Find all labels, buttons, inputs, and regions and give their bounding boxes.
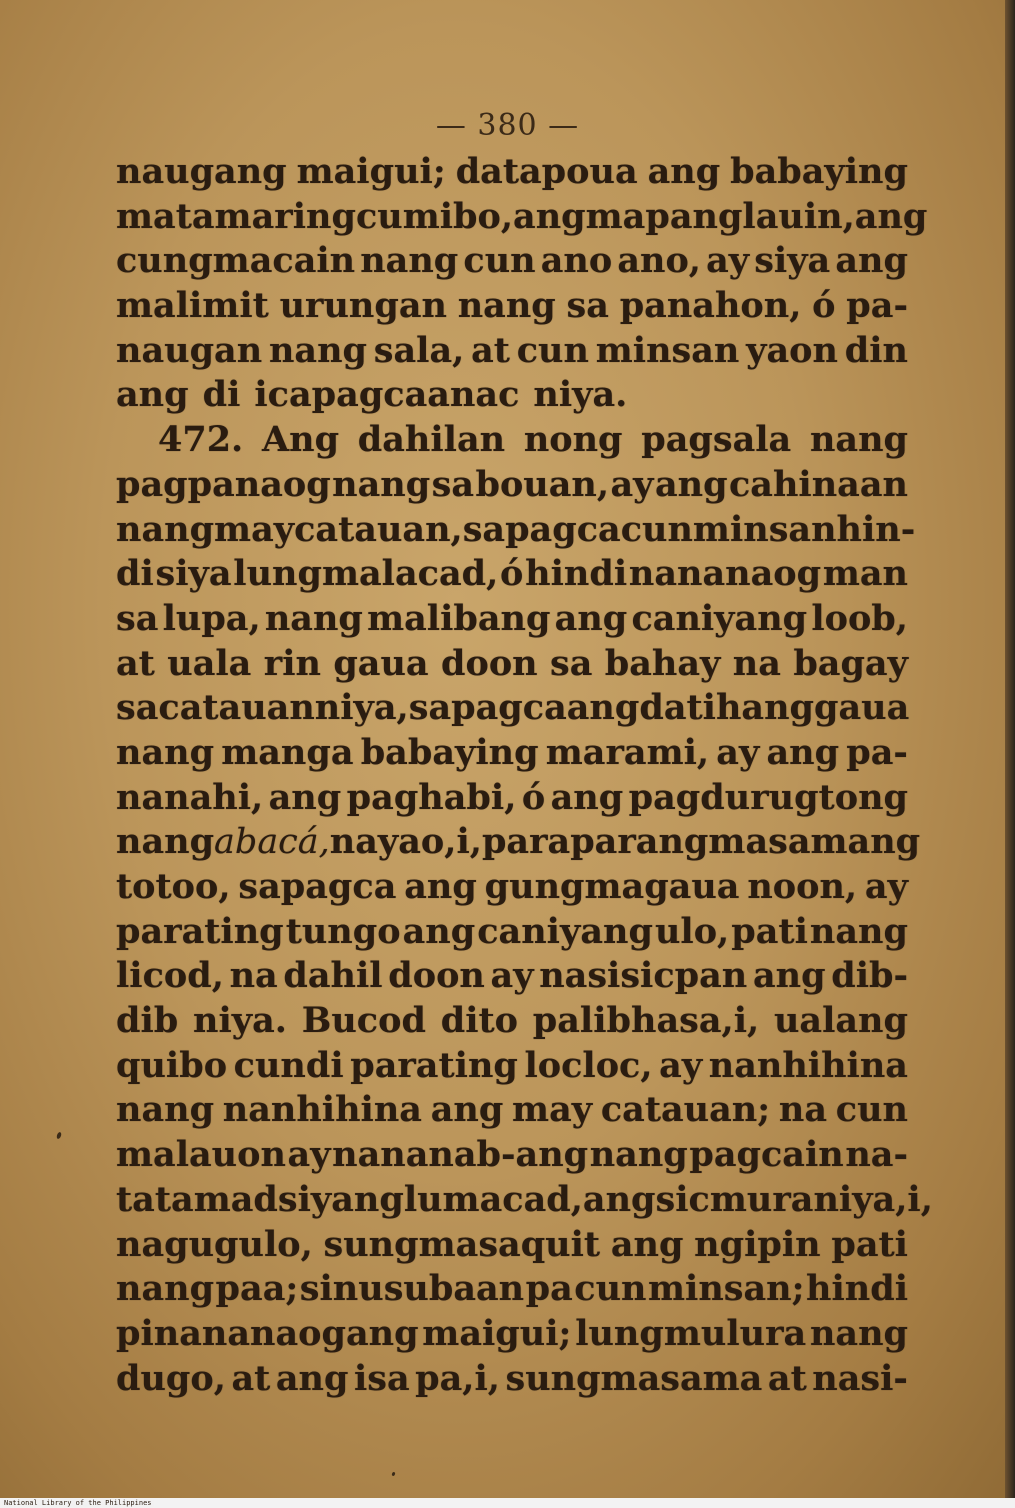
- word: parating: [350, 1044, 518, 1086]
- text-line: [116, 1312, 908, 1357]
- word: din: [844, 329, 908, 371]
- word: dugo,: [116, 1357, 226, 1399]
- word: catauan: [158, 687, 315, 729]
- word: pa: [525, 1268, 573, 1310]
- word: babaying: [360, 731, 539, 773]
- text-line: [116, 597, 908, 642]
- word: ay: [864, 866, 908, 907]
- word: palibhasa,i,: [532, 1000, 760, 1042]
- word: sinusubaan: [299, 1268, 525, 1310]
- word: ulo,: [654, 910, 730, 952]
- word: bahay: [604, 642, 721, 684]
- word: sapagca: [408, 687, 567, 729]
- word: matamaring: [116, 195, 356, 237]
- word: ay: [706, 240, 750, 282]
- text-line: [116, 150, 908, 195]
- word: ang: [835, 240, 908, 282]
- word: totoo,: [116, 866, 231, 907]
- word: dib-: [831, 955, 908, 997]
- word: doon: [388, 955, 485, 997]
- word: nanhihina: [708, 1044, 908, 1086]
- word: parating: [116, 910, 284, 952]
- word: locloc,: [524, 1044, 653, 1086]
- word: ay: [287, 1134, 331, 1176]
- word: at: [231, 1357, 271, 1399]
- text-line: [116, 686, 908, 731]
- word: ano: [540, 240, 613, 282]
- text-line: [116, 239, 908, 284]
- word: nong: [523, 419, 623, 461]
- word: panahon,: [619, 285, 802, 327]
- word: ang: [654, 463, 728, 505]
- word: na: [229, 955, 278, 997]
- word: loob,: [811, 597, 908, 639]
- word: paraparang: [481, 821, 709, 863]
- word: niya.: [533, 374, 628, 416]
- text-line: [116, 1267, 908, 1312]
- word: gungmagaua: [484, 866, 740, 907]
- text-line: [116, 463, 908, 508]
- word: ang: [752, 955, 826, 997]
- word: niya,i,: [813, 1178, 933, 1220]
- word: datapoua: [455, 151, 638, 192]
- word: minsan;: [648, 1268, 805, 1310]
- word: ang: [766, 731, 840, 773]
- word: niya,: [314, 687, 409, 729]
- word: icapagcaanac: [254, 374, 520, 416]
- text-line: [116, 1178, 933, 1223]
- word: minsan: [595, 329, 740, 371]
- word: may: [512, 1089, 593, 1131]
- text-line: [116, 1223, 908, 1268]
- word: na-: [845, 1134, 908, 1176]
- word: at: [767, 1357, 807, 1399]
- word: sa: [550, 642, 593, 684]
- word: sapagca: [238, 866, 397, 907]
- word: pati: [731, 910, 808, 952]
- word: minsan: [692, 508, 837, 550]
- word: sala,: [373, 329, 465, 371]
- text-line: [116, 642, 908, 687]
- word: ang: [647, 151, 721, 192]
- word: nang: [116, 1089, 215, 1131]
- word: dib: [116, 1000, 179, 1042]
- word: ay: [659, 1044, 703, 1086]
- word: gaua: [814, 687, 910, 729]
- word: di: [202, 374, 241, 416]
- word: cun: [463, 240, 536, 282]
- word: licod,: [116, 955, 224, 997]
- word: nasisicpan: [539, 955, 748, 997]
- text-line: [116, 910, 908, 955]
- word: siya: [754, 240, 831, 282]
- word: Bucod: [301, 1000, 426, 1042]
- word: babaying: [730, 151, 908, 192]
- word: nang: [809, 1312, 908, 1354]
- word: man: [822, 553, 908, 595]
- word: sapagca: [462, 508, 621, 550]
- text-line: [116, 1133, 908, 1178]
- word: bagay: [793, 642, 908, 684]
- word: pati: [831, 1223, 908, 1265]
- text-line: [116, 1088, 908, 1133]
- word: ngipin: [694, 1223, 821, 1265]
- word: marami,: [545, 731, 710, 773]
- text-line: [116, 776, 908, 821]
- word: manga: [221, 731, 354, 773]
- word: at: [471, 329, 510, 371]
- word: yao,i,: [377, 821, 482, 863]
- word: ang: [582, 1178, 656, 1220]
- word: siya: [155, 553, 232, 595]
- text-line: [116, 820, 921, 865]
- word: niya.: [193, 1000, 287, 1042]
- word: ualang: [773, 1000, 908, 1042]
- word: hindi: [525, 553, 628, 595]
- text-line: [116, 731, 908, 776]
- word: nang: [116, 1268, 215, 1310]
- word: hindi: [806, 1268, 908, 1310]
- word: cun: [574, 1268, 647, 1310]
- word: ang: [116, 374, 189, 416]
- word: maigui;: [422, 1312, 572, 1354]
- word: lumacad,: [403, 1178, 583, 1220]
- word: sicmura: [655, 1178, 814, 1220]
- text-line: [116, 865, 908, 910]
- word: siyang: [277, 1178, 404, 1220]
- word: na: [329, 821, 378, 863]
- word: sa: [566, 285, 609, 327]
- word: nang: [809, 419, 908, 461]
- word: catauan;: [600, 1089, 771, 1131]
- word: rin: [263, 642, 321, 684]
- word: nanahi,: [116, 776, 264, 818]
- word: pagsala: [641, 419, 792, 461]
- word: Ang: [261, 419, 340, 461]
- word: ang: [566, 687, 640, 729]
- page-number: — 380 —: [435, 108, 580, 143]
- word: 472.: [158, 419, 244, 461]
- word: cahinaan: [728, 463, 908, 505]
- word: cumibo,: [355, 195, 514, 237]
- word: pagcain: [689, 1134, 844, 1176]
- word: malibang: [367, 597, 551, 639]
- word: tungo: [285, 910, 401, 952]
- word: ang: [854, 195, 928, 237]
- ink-speck: [56, 1132, 62, 1140]
- word: nang: [332, 463, 431, 505]
- word: nang: [809, 910, 908, 952]
- word: pagpanaog: [116, 463, 331, 505]
- word: cun: [835, 1089, 908, 1131]
- library-credit: National Library of the Philippines: [4, 1499, 152, 1507]
- word: isa: [353, 1357, 410, 1399]
- word: ang: [275, 1357, 349, 1399]
- text-line: [116, 954, 908, 999]
- word: ang: [550, 776, 624, 818]
- word: pagdurugtong: [628, 776, 908, 818]
- word: cun: [516, 329, 589, 371]
- word: na: [778, 1089, 828, 1131]
- text-line: [116, 329, 908, 374]
- body-text: [116, 150, 933, 1401]
- word: ang: [430, 1089, 504, 1131]
- word: malimit: [116, 285, 269, 327]
- word: doon: [441, 642, 538, 684]
- word: dito: [440, 1000, 518, 1042]
- word: at: [116, 642, 155, 684]
- word: ó: [812, 285, 836, 327]
- word: cun: [620, 508, 693, 550]
- word: naugan: [116, 329, 263, 371]
- word: naugang: [116, 151, 287, 192]
- word: sa: [116, 687, 159, 729]
- word: lungmalacad,: [233, 553, 499, 595]
- text-line: [116, 552, 908, 597]
- word: tatamad: [116, 1178, 278, 1220]
- word: nasi-: [812, 1357, 908, 1399]
- word: ang: [402, 910, 476, 952]
- ink-speck: [391, 1472, 395, 1477]
- word: ó: [521, 776, 546, 818]
- text-line: [116, 1357, 908, 1402]
- page-edge: [1005, 0, 1015, 1508]
- word: nananab-ang: [332, 1134, 589, 1176]
- word: caniyang: [477, 910, 653, 952]
- word: pa-: [846, 731, 908, 773]
- word: hin-: [836, 508, 916, 550]
- text-line: [116, 284, 908, 329]
- word: ay: [490, 955, 534, 997]
- text-line: [116, 195, 928, 240]
- word: ó: [500, 553, 524, 595]
- word: cungmacain: [116, 240, 356, 282]
- word: di: [116, 553, 154, 595]
- word: sungmasaquit: [323, 1223, 601, 1265]
- text-line: [116, 508, 916, 553]
- word: nang: [264, 597, 363, 639]
- word: ano,: [617, 240, 701, 282]
- text-line: [116, 999, 908, 1044]
- word: dahilan: [357, 419, 506, 461]
- word: ang: [513, 195, 586, 237]
- word: maigui;: [296, 151, 446, 192]
- word: pa,i,: [415, 1357, 500, 1399]
- word: na: [732, 642, 781, 684]
- word: mapanglauin,: [585, 195, 855, 237]
- text-line: [116, 1044, 908, 1089]
- word: nananaog: [628, 553, 822, 595]
- word: yaon: [746, 329, 838, 371]
- word: ang: [554, 597, 628, 639]
- word: gaua: [333, 642, 429, 684]
- word: paghabi,: [346, 776, 517, 818]
- word: ang: [404, 866, 477, 907]
- word: lungmulura: [575, 1312, 807, 1354]
- word: ay: [716, 731, 760, 773]
- word: lupa,: [162, 597, 261, 639]
- word: nang: [268, 329, 367, 371]
- word: nagugulo,: [116, 1223, 313, 1265]
- word: pa-: [846, 285, 908, 327]
- word: malauon: [116, 1134, 286, 1176]
- word: paa;: [215, 1268, 299, 1310]
- word: sungmasama: [505, 1357, 763, 1399]
- word: ang: [268, 776, 342, 818]
- word: nang: [360, 240, 459, 282]
- word: sa: [116, 597, 159, 639]
- word: sa: [431, 463, 475, 505]
- word: pinananaogang: [116, 1312, 419, 1354]
- word: may: [214, 508, 295, 550]
- word: uala: [167, 642, 252, 684]
- word: cundi: [233, 1044, 344, 1086]
- text-line: [116, 373, 908, 418]
- word: quibo: [116, 1044, 228, 1086]
- word: nanhihina: [222, 1089, 422, 1131]
- word: masamang: [708, 821, 921, 863]
- word: urungan: [279, 285, 447, 327]
- word: nang: [116, 821, 215, 863]
- word: datihang: [639, 687, 815, 729]
- word: catauan,: [294, 508, 463, 550]
- word: nang: [589, 1134, 688, 1176]
- word: ay: [610, 463, 654, 505]
- word: ang: [610, 1223, 684, 1265]
- word: abacá,: [214, 822, 330, 863]
- word: bouan,: [475, 463, 610, 505]
- word: nang: [457, 285, 556, 327]
- word: caniyang: [631, 597, 808, 639]
- word: nang: [116, 731, 215, 773]
- text-line: [116, 418, 908, 463]
- word: dahil: [283, 955, 383, 997]
- word: noon,: [747, 866, 858, 907]
- word: nang: [116, 508, 215, 550]
